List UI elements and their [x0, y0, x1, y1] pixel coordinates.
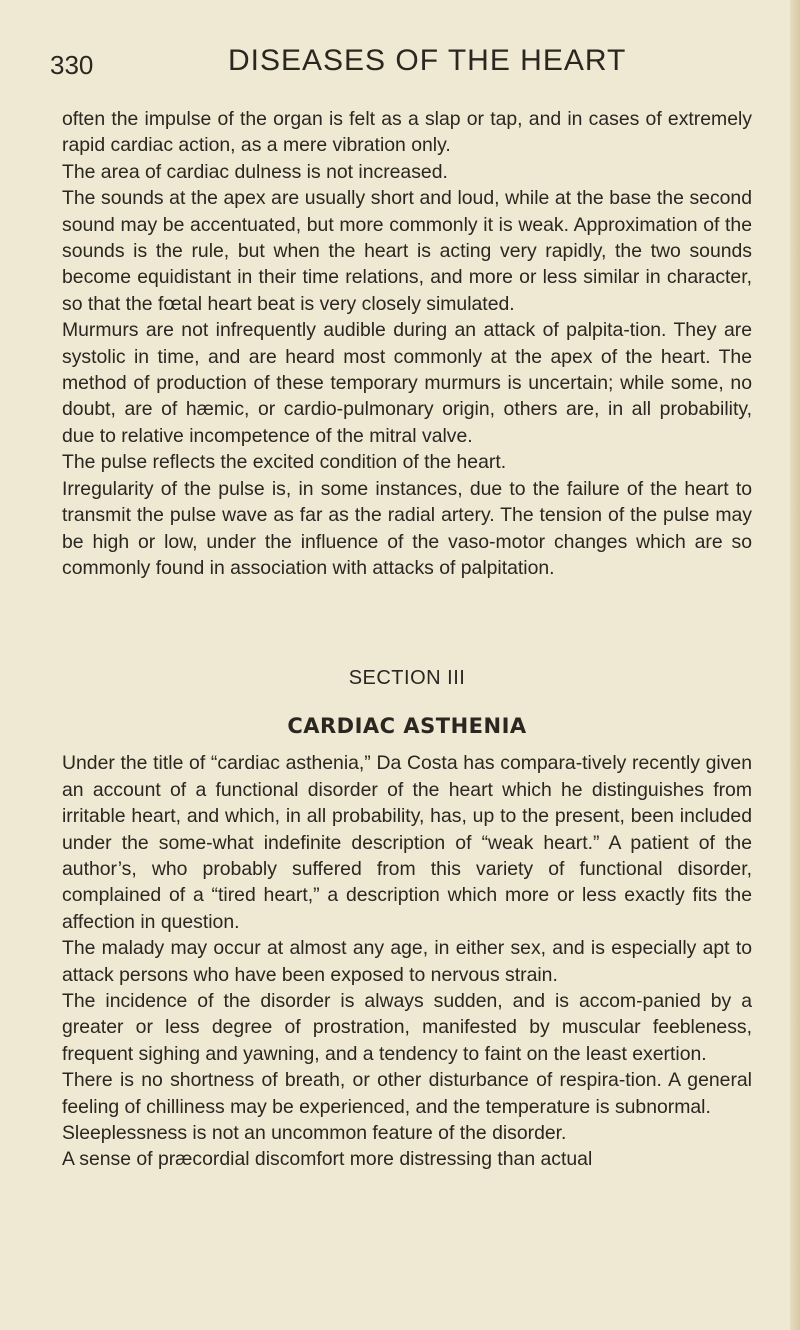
paragraph: The malady may occur at almost any age, in either sex, and is especially apt to attack persons who have been exposed to nervous strain.: [62, 937, 752, 986]
paragraph: Sleeplessness is not an uncommon feature of the disorder.: [62, 1122, 567, 1144]
paragraph: There is no shortness of breath, or other disturbance of respira-tion. A general feeling of chilliness may be experienced, and the temperature is subnormal.: [62, 1069, 752, 1118]
paragraph: Under the title of “cardiac asthenia,” Da Costa has compara-tively recently given an account of a functional disorder of the heart which he distinguishes from irritable heart, and which, in all probability, has, up to the present, been included under the some-what indefinite description of “weak heart.” A patient of the author’s, who probably suffered from this variety of functional disorder, complained of a “tired heart,” a description which more or less exactly fits the affection in question.: [62, 752, 752, 933]
page-edge: [790, 0, 800, 1330]
paragraph: The incidence of the disorder is always sudden, and is accom-panied by a greater or less degree of prostration, manifested by muscular feebleness, frequent sighing and yawning, and a tendency to faint on the least exertion.: [62, 989, 752, 1065]
paragraph: The sounds at the apex are usually short and loud, while at the base the second sound may be accentuated, but more commonly it is weak. Approximation of the sounds is the rule, but when the heart is acting very rapidly, the two sounds become equidistant in their time relations, and more or less similar in character, so that the fœtal heart beat is very closely simulated.: [62, 187, 752, 315]
paragraph: A sense of præcordial discomfort more distressing than actual: [62, 1148, 593, 1171]
paragraph: The pulse reflects the excited condition of the heart.: [62, 451, 507, 474]
paragraph: Irregularity of the pulse is, in some instances, due to the failure of the heart to transmit the pulse wave as far as the radial artery. The tension of the pulse may be high or low, under the influence of the vaso-motor changes which are so commonly found in association with attacks of palpitation.: [62, 477, 752, 579]
paragraph: often the impulse of the organ is felt as a slap or tap, and in cases of extremely rapid cardiac action, as a mere vibration only.: [62, 108, 752, 157]
section-label: SECTION III: [348, 667, 466, 690]
page-header: [50, 42, 752, 86]
running-head: DISEASES OF THE HEART: [228, 44, 627, 77]
section-title: CARDIAC ASTHENIA: [287, 714, 527, 739]
page-number: 330: [50, 50, 94, 80]
paragraph: The area of cardiac dulness is not increased.: [62, 160, 448, 183]
paragraph: Murmurs are not infrequently audible during an attack of palpita-tion. They are systolic in time, and are heard most commonly at the apex of the heart. The method of production of these temporary murmurs is uncertain; while some, no doubt, are of hæmic, or cardio-pulmonary origin, others are, in all probability, due to relative incompetence of the mitral valve.: [62, 319, 752, 447]
body-text-top: [62, 106, 752, 581]
book-page: [50, 42, 752, 1173]
body-text-bottom: [62, 750, 752, 1173]
